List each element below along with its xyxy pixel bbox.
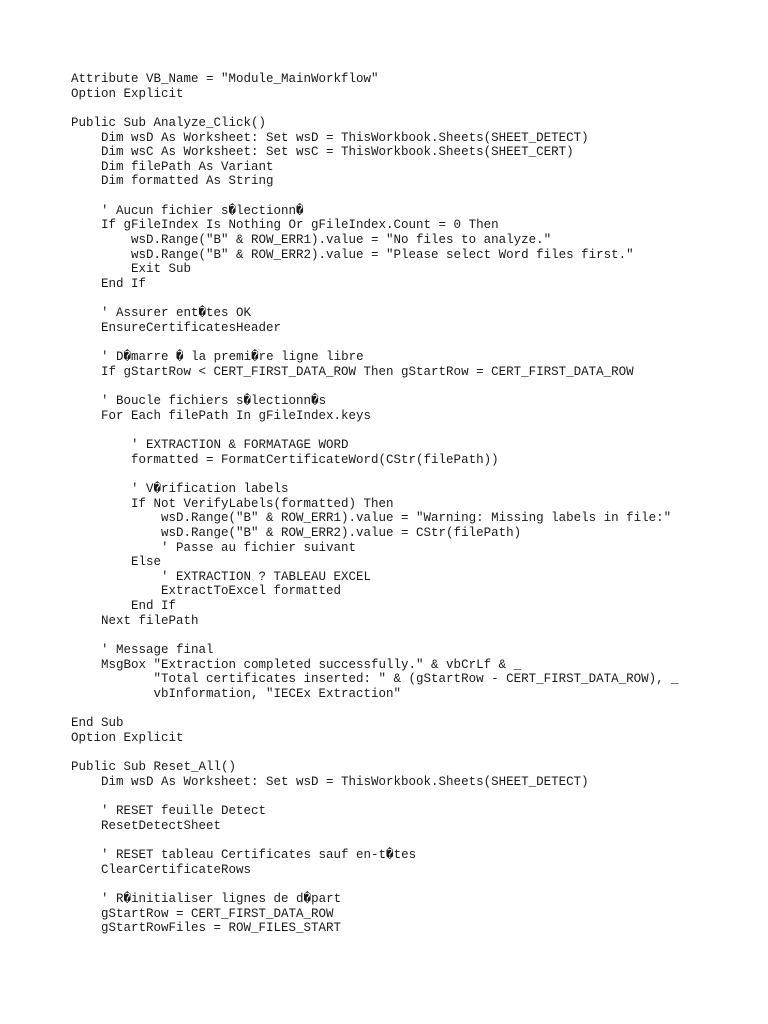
code-line: EnsureCertificatesHeader [71,320,282,335]
code-line: Dim formatted As String [71,174,274,189]
code-line: ' R�initialiser lignes de d�part [71,891,342,906]
code-line: For Each filePath In gFileIndex.keys [71,408,372,423]
code-line: Dim wsD As Worksheet: Set wsD = ThisWorkbook.Sheets(SHEET_DETECT) [71,130,589,145]
code-line: wsD.Range("B" & ROW_ERR2).value = "Please select Word files first." [71,247,634,262]
code-line: ' Aucun fichier s�lectionn� [71,203,304,218]
code-line: ' RESET tableau Certificates sauf en-t�tes [71,847,417,862]
code-line: Public Sub Analyze_Click() [71,115,267,130]
code-line [71,745,679,760]
code-line: If gFileIndex Is Nothing Or gFileIndex.Count = 0 Then [71,218,499,233]
code-line [71,628,679,643]
code-line [71,336,679,351]
code-line: formatted = FormatCertificateWord(CStr(filePath)) [71,452,499,467]
code-line [71,877,679,892]
code-line: Attribute VB_Name = "Module_MainWorkflow" [71,72,379,86]
code-line [71,423,679,438]
code-line: ' EXTRACTION & FORMATAGE WORD [71,438,349,453]
code-line: Dim filePath As Variant [71,159,274,174]
code-line: Option Explicit [71,86,184,101]
code-line: ClearCertificateRows [71,862,252,877]
code-line: End If [71,599,177,614]
code-line: ' D�marre � la premi�re ligne libre [71,350,364,365]
code-line: ' Passe au fichier suivant [71,540,357,555]
code-line: Dim wsD As Worksheet: Set wsD = ThisWorkbook.Sheets(SHEET_DETECT) [71,774,589,789]
code-line: End Sub [71,716,124,731]
code-line: Exit Sub [71,262,192,277]
code-line [71,833,679,848]
code-line: gStartRowFiles = ROW_FILES_START [71,921,342,936]
code-line: ' RESET feuille Detect [71,804,267,819]
code-line: Option Explicit [71,730,184,745]
code-line: End If [71,276,147,291]
code-line: If Not VerifyLabels(formatted) Then [71,496,394,511]
code-line: ExtractToExcel formatted [71,584,342,599]
code-line: wsD.Range("B" & ROW_ERR1).value = "Warning: Missing labels in file:" [71,511,672,526]
code-line: gStartRow = CERT_FIRST_DATA_ROW [71,906,334,921]
code-line: ' V�rification labels [71,481,289,496]
code-line: If gStartRow < CERT_FIRST_DATA_ROW Then gStartRow = CERT_FIRST_DATA_ROW [71,364,634,379]
code-line: Else [71,555,162,570]
code-line: ' Assurer ent�tes OK [71,306,252,321]
code-line: Next filePath [71,613,199,628]
code-line: "Total certificates inserted: " & (gStartRow - CERT_FIRST_DATA_ROW), _ [71,672,679,687]
code-line: ' Message final [71,642,214,657]
code-line: ' Boucle fichiers s�lectionn�s [71,394,327,409]
code-line: ResetDetectSheet [71,818,222,833]
code-line: wsD.Range("B" & ROW_ERR2).value = CStr(filePath) [71,525,522,540]
code-line [71,101,679,116]
code-listing [71,72,679,936]
code-line: wsD.Range("B" & ROW_ERR1).value = "No files to analyze." [71,233,552,248]
code-line: Public Sub Reset_All() [71,760,237,775]
code-line [71,379,679,394]
code-line [71,789,679,804]
code-line: Dim wsC As Worksheet: Set wsC = ThisWorkbook.Sheets(SHEET_CERT) [71,145,574,160]
code-line: MsgBox "Extraction completed successfully." & vbCrLf & _ [71,657,522,672]
code-line [71,702,679,717]
code-line: vbInformation, "IECEx Extraction" [71,686,402,701]
code-line [71,292,679,307]
code-line [71,467,679,482]
code-line: ' EXTRACTION ? TABLEAU EXCEL [71,569,372,584]
code-line [71,189,679,204]
